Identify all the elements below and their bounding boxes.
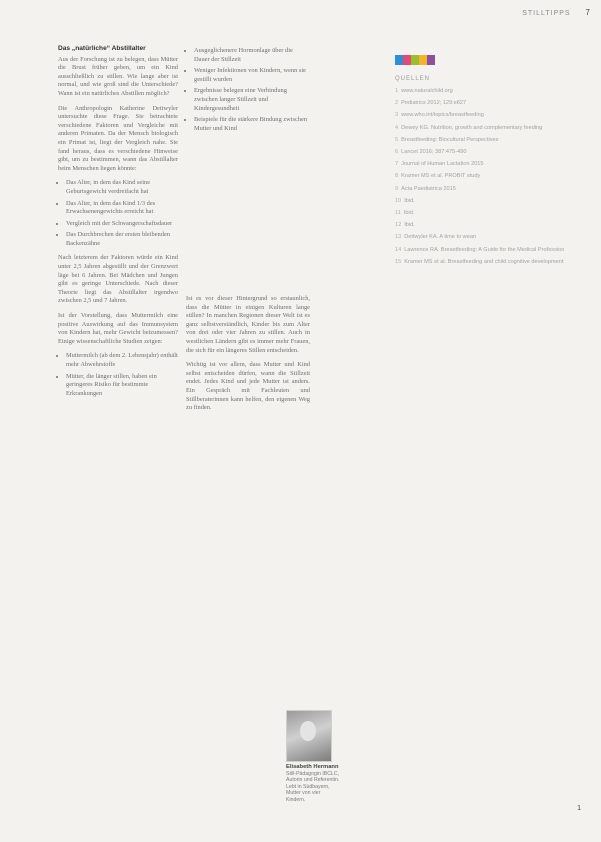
author-face (300, 721, 316, 741)
article-column-1 (58, 45, 178, 404)
color-bar (395, 55, 435, 65)
reference-item: 1 www.naturalchild.org (395, 88, 453, 94)
list-item: • Ausgeglichenere Hormonlage über die Dauer der Stillzeit (194, 47, 310, 64)
bullet-list (186, 47, 310, 133)
page-number: 7 (585, 8, 591, 17)
paragraph: Die Anthropologin Katherine Dettwyler untersuchte diese Frage. Sie betrachtete verschiedene Faktoren und Vergleiche mit anderen Primaten. Da der Mensch biologisch ein Primat ist, liegt der Vergleich nahe. Sie fand heraus, dass es verschiedene Hinweise gibt, um zu bestimmen, wann das Abstillalter beim Menschen liegen könnte: (58, 104, 178, 172)
section-title: STILLTIPPS (522, 10, 571, 17)
page-header (522, 8, 591, 17)
reference-item: 12 Ibid. (395, 222, 415, 229)
reference-item: 10 Ibid. (395, 197, 415, 204)
list-item: • Weniger Infektionen von Kindern, wenn sie gestillt wurden (194, 67, 310, 84)
paragraph: Aus der Forschung ist zu belegen, dass Mütter die Brust früher geben, um ein Kind ausschließlich zu stillen. Wie lange aber ist normal, und wie groß sind die Unterschiede? Wann ist ein natürliches Abstillen möglich? (58, 55, 178, 97)
paragraph: Nach letzterem der Faktoren würde ein Kind unter 2,5 Jahren abgestillt und der Grenzwert läge bei 6 Jahren. Bei Mädchen und Jungen gibt es geringe Unterschiede. Nach dieser Theorie liegt das Abstillalter irgendwo zwischen 2,5 und 7 Jahren. (58, 254, 178, 305)
reference-item: 9 Acta Paediatrica 2015 (395, 185, 456, 192)
bullet-list (58, 352, 178, 398)
reference-item: 2 Pediatrics 2012; 129:e827 (395, 100, 467, 107)
author-photo (286, 710, 332, 762)
list-item: • Ergebnisse belegen eine Verbindung zwischen langer Stillzeit und Kindergesundheit (194, 87, 310, 113)
references-list (395, 88, 565, 271)
reference-item: 6 Lancet 2016; 387:475-490 (395, 149, 467, 156)
reference-item: 15 Kramer MS et al. Breastfeeding and child cognitive development (395, 258, 564, 265)
footer-page-number: 1 (577, 805, 581, 812)
paragraph: Ist der Vorstellung, dass Muttermilch eine positive Auswirkung auf das Immunsystem von Kindern hat, mehr Gewicht beizumessen? Einige wissenschaftliche Studien zeigen: (58, 312, 178, 345)
author-bio: Still-Pädagogin IBCLC, Autorin und Referentin. Lebt in Südbayern, Mutter von vier Kindern. (286, 770, 340, 803)
reference-item: 8 Kramer MS et al. PROBIT study (395, 173, 481, 180)
references-heading: QUELLEN (395, 76, 431, 82)
reference-item: 11 Ibid. (395, 210, 415, 217)
list-item: • Das Alter, in dem das Kind 1/3 des Erwachsenengewichts erreicht hat (66, 200, 178, 217)
color-swatch (395, 55, 403, 65)
list-item: • Vergleich mit der Schwangerschaftsdauer (66, 220, 178, 229)
article-column-3 (186, 295, 310, 419)
color-swatch (411, 55, 419, 65)
color-swatch (419, 55, 427, 65)
section-heading: Das „natürliche“ Abstillalter (58, 45, 146, 52)
reference-item: 7 Journal of Human Lactation 2015 (395, 161, 484, 168)
paragraph: Ist es vor dieser Hintergrund so erstaunlich, dass die Mütter in einigen Kulturen lange stillen? In manchen Regionen dieser Welt ist es ganz selbstverständlich, Kinder bis zum Alter von drei oder vier Jahren zu stillen. Auch in westlichen Ländern gibt es immer mehr Frauen, die sich für ein längeres Stillen entscheiden. (186, 295, 310, 354)
article-column-2 (186, 45, 310, 139)
color-swatch (427, 55, 435, 65)
reference-item: 4 Dewey KG. Nutrition, growth and complementary feeding (395, 124, 543, 131)
author-name: Elisabeth Hermann (286, 764, 339, 770)
color-swatch (403, 55, 411, 65)
list-item: • Das Durchbrechen der ersten bleibenden Backenzähne (66, 231, 178, 248)
reference-item: 13 Dettwyler KA. A time to wean (395, 234, 477, 241)
reference-item: 5 Breastfeeding: Biocultural Perspectives (395, 136, 499, 143)
list-item: • Das Alter, in dem das Kind seine Geburtsgewicht verdreifacht hat (66, 179, 178, 196)
list-item: • Mütter, die länger stillen, haben ein geringeres Risiko für bestimmte Erkrankungen (66, 373, 178, 399)
reference-item: 14 Lawrence RA. Breastfeeding: A Guide for the Medical Profession (395, 246, 565, 253)
author-box (286, 764, 340, 804)
list-item: • Beispiele für die stärkere Bindung zwischen Mutter und Kind (194, 116, 310, 133)
bullet-list (58, 179, 178, 248)
reference-item: 3 www.who.int/topics/breastfeeding (395, 112, 484, 119)
list-item: • Muttermilch (ab dem 2. Lebensjahr) enthält mehr Abwehrstoffe (66, 352, 178, 369)
paragraph: Wichtig ist vor allem, dass Mutter und Kind selbst entscheiden dürfen, wann die Stillzeit endet. Jedes Kind und jede Mutter ist anders. Ein Gespräch mit Fachleuten und Stillberaterinnen kann helfen, den eigenen Weg zu finden. (186, 361, 310, 412)
